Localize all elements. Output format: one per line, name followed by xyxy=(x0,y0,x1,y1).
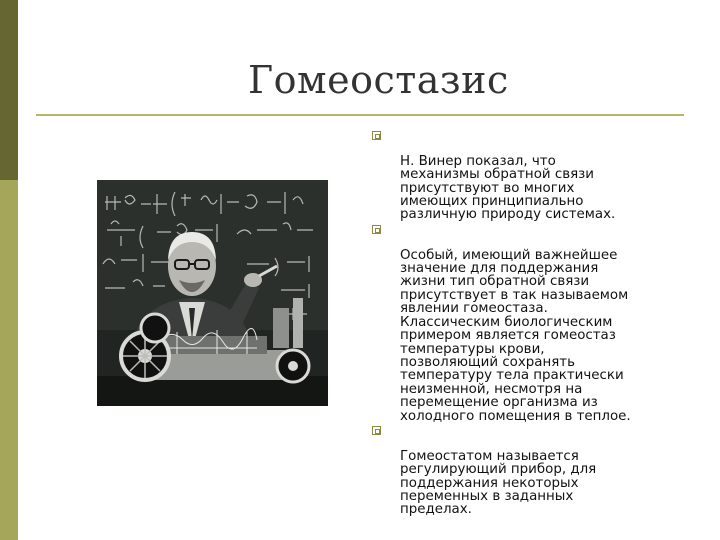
square-bullet-icon xyxy=(372,426,381,435)
bullet-text: Н. Винер показал, что механизмы обратной связи присутствуют во многих имеющих принципиально различную природу системах. xyxy=(400,153,616,223)
bullet-text: Гомеостатом называется регулирующий прибор, для поддержания некоторых переменных в заданных пределах. xyxy=(400,448,597,518)
bullet-text: Особый, имеющий важнейшее значение для поддержания жизни тип обратной связи присутствует в так называемом явлении гомеостаза. Классическим биологическим примером является гомеостаз температуры крови, позволяющий сохранять температуру тела практически неизменной, несмотря на перемещение организма из холодного помещения в теплое. xyxy=(400,247,631,424)
bullet-item xyxy=(372,222,672,423)
left-accent-band-dark xyxy=(0,0,18,180)
wiener-photo xyxy=(97,180,328,406)
photo-illustration xyxy=(97,180,328,406)
bullet-item xyxy=(372,423,672,517)
square-bullet-icon xyxy=(372,131,381,140)
bullet-list xyxy=(372,128,672,517)
slide-title: Гомеостазис xyxy=(248,58,509,102)
left-accent-band-light xyxy=(0,180,18,540)
title-divider xyxy=(36,114,684,116)
square-bullet-icon xyxy=(372,225,381,234)
bullet-item xyxy=(372,128,672,222)
